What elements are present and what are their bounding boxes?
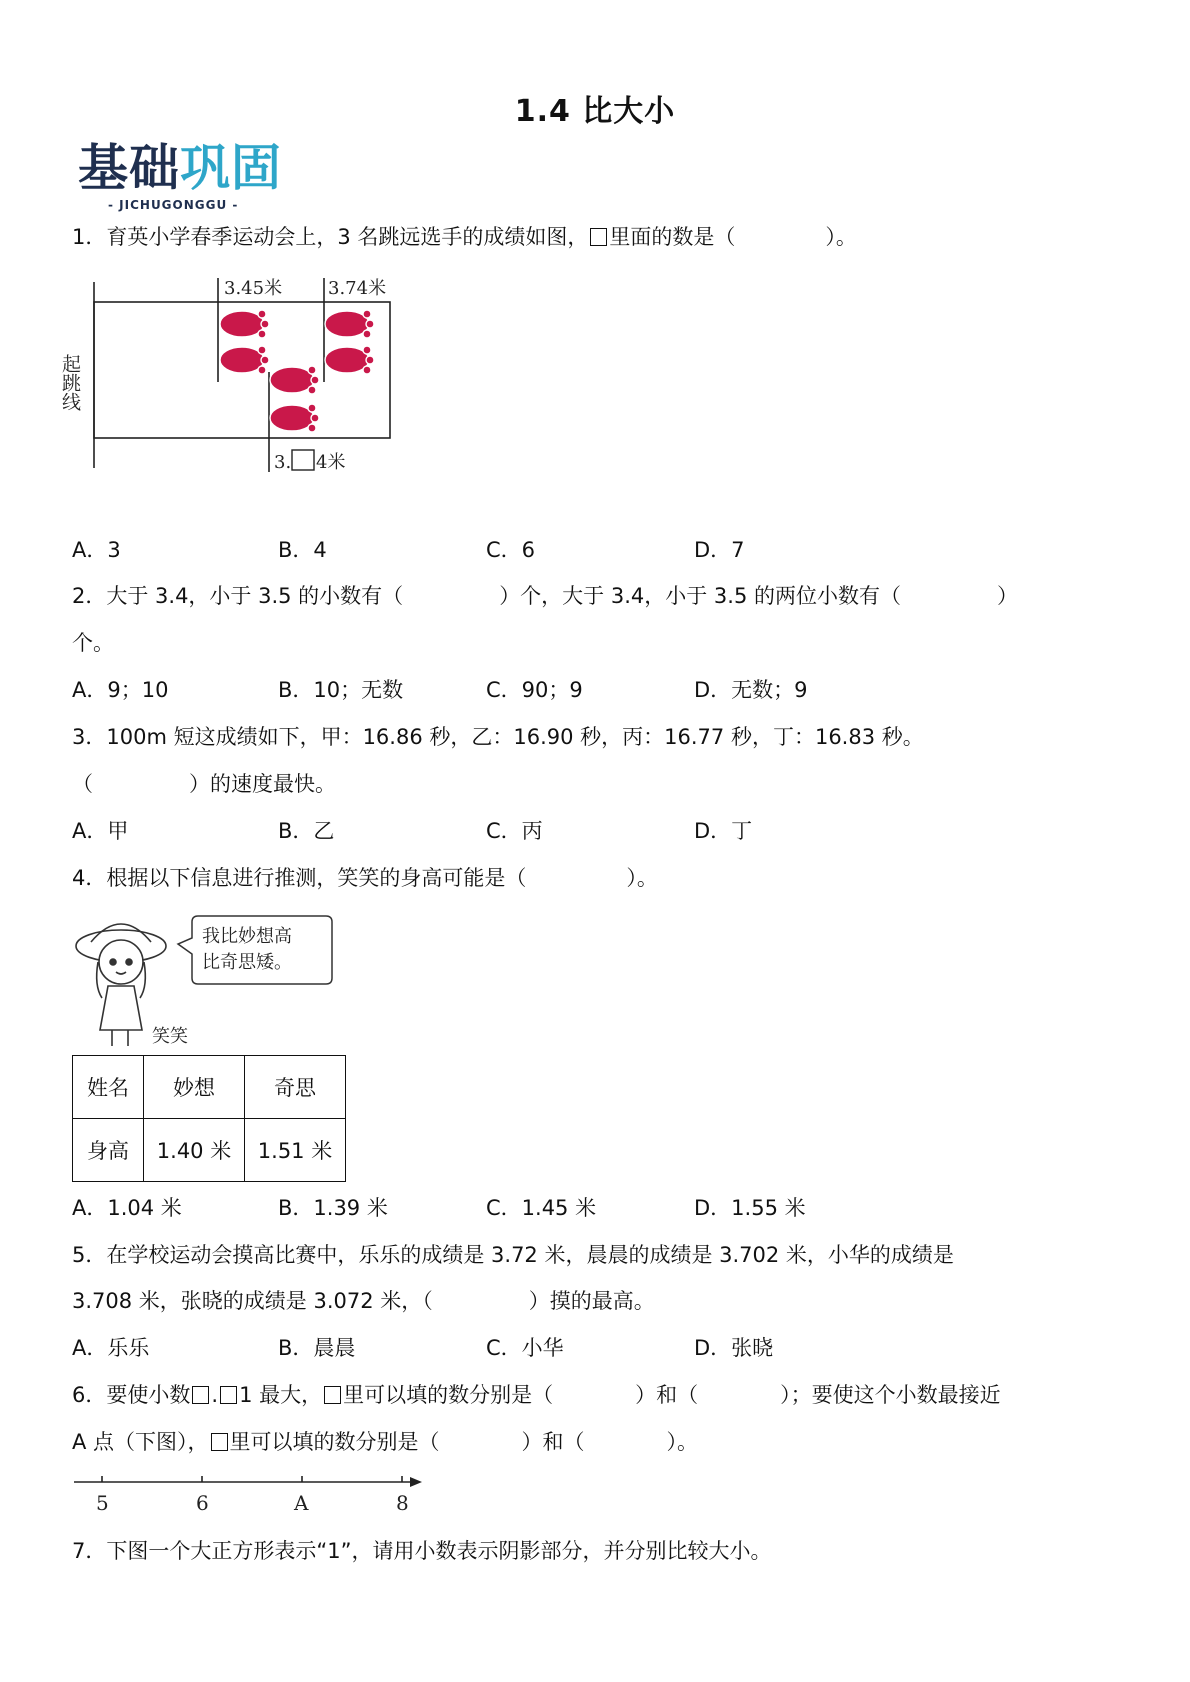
q3-option-a[interactable]: A．甲 (72, 819, 129, 843)
digit-box-icon (211, 1433, 228, 1451)
q5-option-d[interactable]: D．张晓 (694, 1336, 774, 1360)
q2-option-a[interactable]: A．9；10 (72, 678, 169, 702)
tick-label: 6 (196, 1491, 209, 1515)
q1-option-b[interactable]: B．4 (278, 538, 327, 562)
page-title: 1.4 比大小 (514, 94, 676, 129)
q3-option-c[interactable]: C．丙 (486, 819, 543, 843)
height-table (72, 1055, 346, 1182)
arrow-right-icon (410, 1477, 422, 1487)
q2-option-d[interactable]: D．无数；9 (694, 678, 808, 702)
q2-option-b[interactable]: B．10；无数 (278, 678, 404, 702)
section-badge (78, 140, 282, 196)
speech-line-1: 我比妙想高 (202, 926, 292, 947)
footprint-icon-a (220, 310, 269, 374)
tick-label: 5 (96, 1491, 109, 1515)
q4-figure (66, 906, 346, 1052)
q1-option-d[interactable]: D．7 (694, 538, 745, 562)
q3-option-b[interactable]: B．乙 (278, 819, 335, 843)
q4-text: 4．根据以下信息进行推测，笑笑的身高可能是（ ）。 (72, 866, 658, 890)
number-line (70, 1472, 430, 1518)
badge-subtitle: - JICHUGONGGU - (108, 198, 239, 212)
digit-box-icon (220, 1386, 237, 1404)
badge-part1: 基础 (78, 139, 180, 197)
q6-text: 6．要使小数 . 1 最大， 里可以填的数分别是（ ）和（ ）；要使这个小数最接近 (72, 1383, 1001, 1407)
q1-option-c[interactable]: C．6 (486, 538, 536, 562)
q7-text: 7．下图一个大正方形表示“1”，请用小数表示阴影部分，并分别比较大小。 (72, 1539, 772, 1563)
q5-text: 5．在学校运动会摸高比赛中，乐乐的成绩是 3.72 米，晨晨的成绩是 3.702 米，小华的成绩是 (72, 1243, 954, 1267)
table-row (73, 1119, 346, 1182)
table-cell: 身高 (73, 1119, 144, 1182)
speech-line-2: 比奇思矮。 (202, 952, 292, 973)
q5-text-line2: 3.708 米，张晓的成绩是 3.072 米，（ ）摸的最高。 (72, 1289, 655, 1313)
q2-text: 2．大于 3.4，小于 3.5 的小数有（ ）个，大于 3.4，小于 3.5 的两位小数有（ ） (72, 584, 1019, 608)
badge-part2: 巩固 (180, 139, 282, 197)
digit-box-icon (292, 450, 314, 470)
q5-option-b[interactable]: B．晨晨 (278, 1336, 356, 1360)
q4-option-c[interactable]: C．1.45 米 (486, 1196, 597, 1220)
q6-text-line2: A 点（下图）， 里可以填的数分别是（ ）和（ ）。 (72, 1430, 699, 1454)
q3-text: 3．100m 短这成绩如下，甲：16.86 秒，乙：16.90 秒，丙：16.77 秒，丁：16.83 秒。 (72, 725, 924, 749)
q3-text-line2: （ ）的速度最快。 (72, 772, 336, 796)
label-3-45: 3.45米 (224, 278, 283, 299)
table-cell: 姓名 (73, 1056, 144, 1119)
table-cell: 1.40 米 (144, 1119, 245, 1182)
character-name: 笑笑 (152, 1026, 188, 1047)
q2-option-c[interactable]: C．90；9 (486, 678, 583, 702)
label-3-x-4-prefix: 3. (274, 452, 292, 473)
q4-option-d[interactable]: D．1.55 米 (694, 1196, 806, 1220)
tick-label-a: A (294, 1491, 309, 1515)
table-cell: 奇思 (245, 1056, 346, 1119)
table-row (73, 1056, 346, 1119)
start-line-label: 起跳线 (59, 354, 81, 411)
q1-option-a[interactable]: A．3 (72, 538, 121, 562)
label-3-x-4-suffix: 4米 (316, 452, 346, 473)
q2-text-line2: 个。 (72, 631, 114, 655)
table-cell: 妙想 (144, 1056, 245, 1119)
q1-figure (59, 272, 426, 494)
digit-box-icon (324, 1386, 341, 1404)
label-3-74: 3.74米 (328, 278, 387, 299)
q4-option-b[interactable]: B．1.39 米 (278, 1196, 388, 1220)
footprint-icon-b (325, 310, 374, 374)
table-cell: 1.51 米 (245, 1119, 346, 1182)
digit-box-icon (192, 1386, 209, 1404)
tick-label: 8 (396, 1491, 409, 1515)
q4-option-a[interactable]: A．1.04 米 (72, 1196, 182, 1220)
footprint-icon-c (270, 366, 319, 432)
q5-option-c[interactable]: C．小华 (486, 1336, 564, 1360)
q1-text: 1．育英小学春季运动会上，3 名跳远选手的成绩如图， 里面的数是（ ）。 (72, 225, 857, 249)
answer-box-icon (590, 228, 607, 246)
q5-option-a[interactable]: A．乐乐 (72, 1336, 150, 1360)
q3-option-d[interactable]: D．丁 (694, 819, 753, 843)
